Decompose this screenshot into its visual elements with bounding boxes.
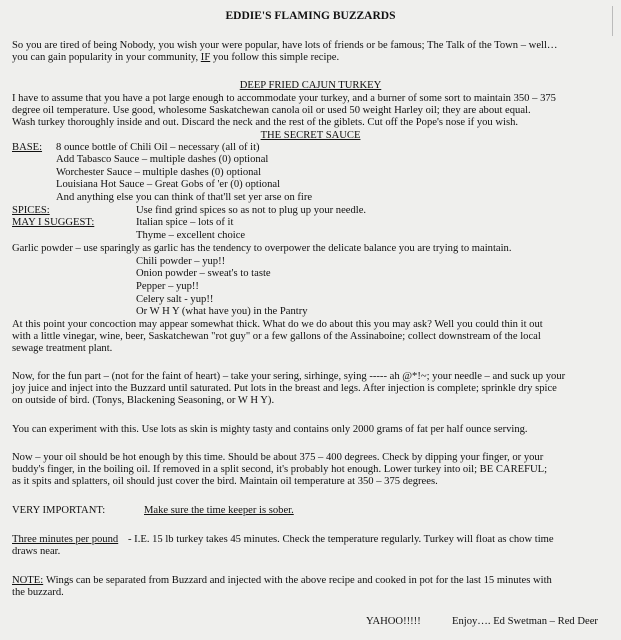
experiment-line: You can experiment with this. Use lots as skin is mighty tasty and contains only 2000 grams of fat per half ounce serving. xyxy=(12,424,528,435)
concoction-line-3: sewage treatment plant. xyxy=(12,343,113,354)
spice-item-3: Pepper – yup!! xyxy=(136,281,199,292)
concoction-line-2: with a little vinegar, wine, beer, Saskatchewan "rot guy" or a few gallons of the Assinaboine; collect downstream of the local xyxy=(12,331,541,342)
spice-item-1: Chili powder – yup!! xyxy=(136,256,226,267)
recipe-line-2: degree oil temperature. Use good, wholesome Saskatchewan canola oil or used 50 weight Harley oil; they are about equal. xyxy=(12,105,531,116)
concoction-line-1: At this point your concoction may appear somewhat thick. What do we do about this you may ask? Well you could thin it out xyxy=(12,319,543,330)
minutes-line-2: draws near. xyxy=(12,546,61,557)
spice-item-5: Or W H Y (what have you) in the Pantry xyxy=(136,306,308,317)
important-text: Make sure the time keeper is sober. xyxy=(144,505,294,516)
base-label: BASE: xyxy=(12,142,43,153)
intro-text-a: you can gain popularity in your community, xyxy=(12,52,201,63)
recipe-line-1: I have to assume that you have a pot large enough to accommodate your turkey, and a burner of some sort to maintain 350 – 375 xyxy=(12,93,556,104)
garlic-line: Garlic powder – use sparingly as garlic has the tendency to overpower the delicate balance you are trying to maintain. xyxy=(12,243,512,254)
oil-line-3: as it spits and splatters, oil should just cover the bird. Maintain oil temperature at 350 – 375 degrees. xyxy=(12,476,438,487)
spice-item-4: Celery salt - yup!! xyxy=(136,294,214,305)
suggest-item-2: Thyme – excellent choice xyxy=(136,230,246,241)
important-label: VERY IMPORTANT: xyxy=(12,505,106,516)
intro-text-b: you follow this simple recipe. xyxy=(210,52,340,63)
note-label: NOTE: xyxy=(12,575,44,586)
suggest-item-1: Italian spice – lots of it xyxy=(136,217,234,228)
note-line-1: Wings can be separated from Buzzard and injected with the above recipe and cooked in pot for the last 15 minutes with xyxy=(46,575,552,586)
minutes-line-1: - I.E. 15 lb turkey takes 45 minutes. Check the temperature regularly. Turkey will float as chow time xyxy=(128,534,554,545)
spices-text: Use find grind spices so as not to plug up your needle. xyxy=(136,205,367,216)
intro-line-1: So you are tired of being Nobody, you wish your were popular, have lots of friends or be famous; The Talk of the Town – well… xyxy=(12,40,558,51)
minutes-label: Three minutes per pound xyxy=(12,534,119,545)
signoff: Enjoy…. Ed Swetman – Red Deer xyxy=(452,616,598,627)
recipe-title: DEEP FRIED CAJUN TURKEY xyxy=(239,80,382,91)
base-item-5: And anything else you can think of that'll set yer arse on fire xyxy=(56,192,313,203)
page-title: EDDIE'S FLAMING BUZZARDS xyxy=(225,10,396,22)
intro-if: IF xyxy=(200,52,211,63)
base-item-2: Add Tabasco Sauce – multiple dashes (0) optional xyxy=(56,154,269,165)
spices-label: SPICES: xyxy=(12,205,50,216)
fun-line-2: joy juice and inject into the Buzzard until saturated. Put lots in the breast and legs. After injection is complete; sprinkle dry spice xyxy=(12,383,557,394)
intro-line-2 xyxy=(12,52,339,64)
suggest-label: MAY I SUGGEST: xyxy=(12,217,95,228)
sauce-title: THE SECRET SAUCE xyxy=(260,130,361,141)
spice-item-2: Onion powder – sweat's to taste xyxy=(136,268,271,279)
base-item-3: Worchester Sauce – multiple dashes (0) optional xyxy=(56,167,262,178)
base-item-1: 8 ounce bottle of Chili Oil – necessary (all of it) xyxy=(56,142,260,153)
oil-line-1: Now – your oil should be hot enough by this time. Should be about 375 – 400 degrees. Check by dipping your finger, or your xyxy=(12,452,544,463)
oil-line-2: buddy's finger, in the boiling oil. If removed in a split second, it's probably hot enough. Lower turkey into oil; BE CAREFUL; xyxy=(12,464,548,475)
fun-line-1: Now, for the fun part – (not for the faint of heart) – take your sering, sirhinge, sying ----- ah @*!~; your needle – and suck up your xyxy=(12,371,566,382)
note-line-2: the buzzard. xyxy=(12,587,64,598)
recipe-line-3: Wash turkey thoroughly inside and out. Discard the neck and the rest of the giblets. Cut off the Pope's nose if you wish. xyxy=(12,117,519,128)
fun-line-3: on outside of bird. (Tonys, Blackening Seasoning, or W H Y). xyxy=(12,395,275,406)
base-item-4: Louisiana Hot Sauce – Great Gobs of 'er (0) optional xyxy=(56,179,281,190)
yahoo: YAHOO!!!!! xyxy=(366,616,421,627)
